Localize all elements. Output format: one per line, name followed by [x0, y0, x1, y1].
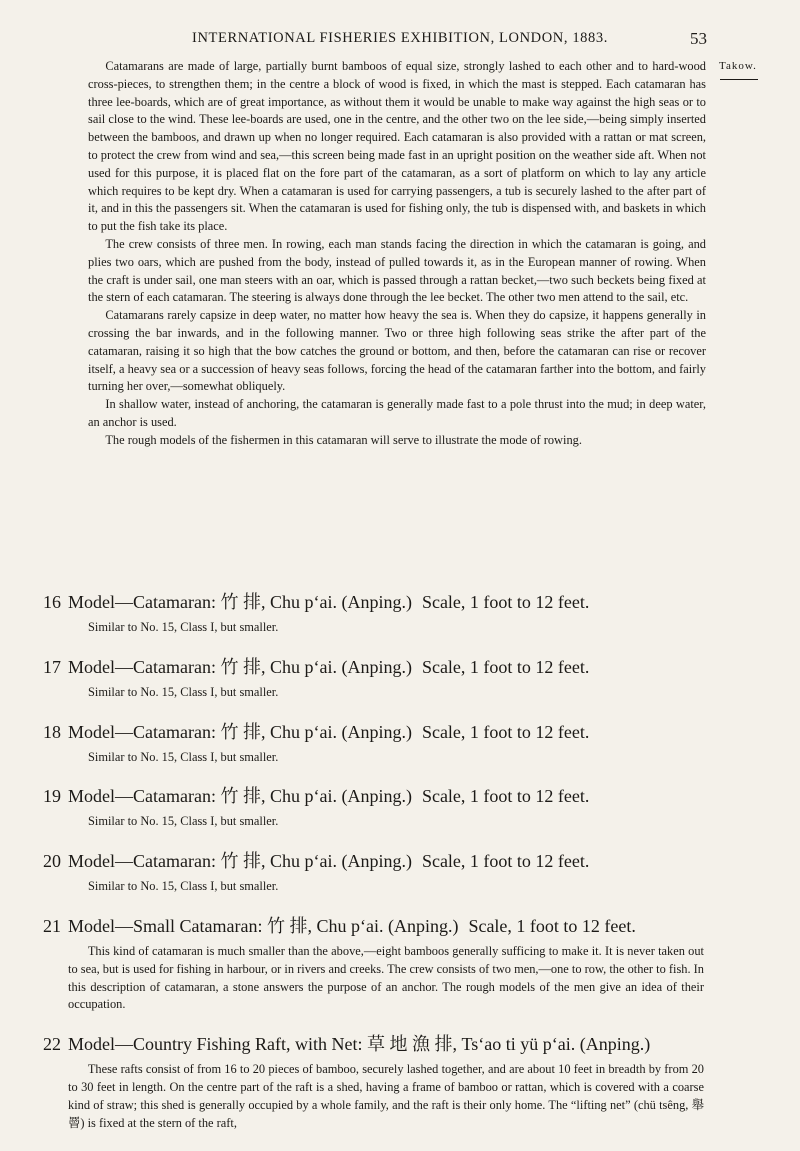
- margin-rule: [720, 79, 758, 80]
- entry-scale: Scale, 1 foot to 12 feet.: [468, 915, 636, 936]
- intro-paragraph: In shallow water, instead of anchoring, the catamaran is generally made fast to a pole thrust into the mud; in deep water, an anchor is used.: [88, 397, 706, 429]
- entry-title: Model—Catamaran: 竹 排, Chu p‘ai. (Anping.): [68, 656, 412, 677]
- entry-note: Similar to No. 15, Class I, but smaller.: [88, 620, 279, 634]
- running-title: INTERNATIONAL FISHERIES EXHIBITION, LONDON, 1883.: [192, 30, 608, 46]
- intro-text: [88, 58, 706, 450]
- intro-paragraph: The crew consists of three men. In rowing, each man stands facing the direction in which the catamaran is going, and plies two oars, which are pushed from the body, instead of pulled towards it, as in the European manner of rowing. When the craft is under sail, one man steers with an oar, which is passed through a rattan becket,—two such beckets being fixed at the stern of each catamaran. The steering is always done through the lee becket. The other two men attend to the sail, etc.: [88, 236, 706, 305]
- entry-number: 16: [43, 592, 61, 612]
- intro-paragraph: Catamarans are made of large, partially burnt bamboos of equal size, strongly lashed to each other and to hard-wood cross-pieces, to strengthen them; in the centre a block of wood is fixed, in which the mast is stepped. Each catamaran has three lee-boards, which are of great importance, as without them it would be unable to make way against the high seas or to sail close to the wind. These lee-boards are used, one in the centre, and the other two on the lee side,—being simply inserted between the bamboos, and drawn up when no longer required. Each catamaran is also provided with a rattan or mat screen, to protect the crew from wind and sea,—this screen being made fast in an upright position on the weather side aft. When not used for this purpose, it is placed flat on the fore part of the catamaran, as a sort of platform on which to lay any article which requires to be kept dry. When a catamaran is used for carrying passengers, a tub is securely lashed to the after part of it, and in this the passengers sit. When the catamaran is used for fishing only, the tub is dispensed with, and baskets in which to put the fish take its place.: [88, 59, 706, 234]
- intro-paragraph: Catamarans rarely capsize in deep water, no matter how heavy the sea is. When they do capsize, it happens generally in crossing the bar inwards, and in the following manner. Two or three high following seas strike the after part of the catamaran, raising it so high that the bow catches the ground or bottom, and then, before the catamaran can rise or recover itself, a heavy sea or a succession of heavy seas follows, forcing the head of the catamaran farther into the bottom, and fairly turning her over,—somewhat obliquely.: [88, 308, 706, 394]
- entry-note: Similar to No. 15, Class I, but smaller.: [88, 879, 279, 894]
- page-number: 53: [690, 29, 707, 48]
- entry-title: Model—Catamaran: 竹 排, Chu p‘ai. (Anping.): [68, 592, 412, 612]
- entry-number: 18: [43, 721, 61, 742]
- entry-number: 22: [43, 1034, 61, 1055]
- entry-note: Similar to No. 15, Class I, but smaller.: [88, 684, 279, 699]
- entry-title-line: [68, 1033, 800, 1055]
- entry-number: 20: [43, 851, 61, 872]
- entry-title: Model—Catamaran: 竹 排, Chu p‘ai. (Anping.): [68, 786, 412, 807]
- entry-title-line: [68, 850, 800, 872]
- entry-title: Model—Catamaran: 竹 排, Chu p‘ai. (Anping.): [68, 851, 412, 872]
- entry-description: [68, 943, 704, 1014]
- entry-title: Model—Small Catamaran: 竹 排, Chu p‘ai. (Anping.): [68, 915, 459, 936]
- entry-scale: Scale, 1 foot to 12 feet.: [421, 786, 590, 807]
- margin-note: Takow.: [719, 60, 757, 72]
- entry-title-line: [68, 721, 800, 743]
- entry-number: 19: [43, 786, 61, 807]
- entry-scale: Scale, 1 foot to 12 feet.: [421, 721, 590, 742]
- entry-description: [68, 1061, 704, 1132]
- catalogue-entry: [0, 1033, 800, 1132]
- entry-note: Similar to No. 15, Class I, but smaller.: [88, 749, 279, 764]
- entry-title-line: [68, 915, 800, 937]
- entry-note: Similar to No. 15, Class I, but smaller.: [88, 814, 279, 829]
- catalogue-entries: [0, 591, 800, 1151]
- entry-scale: Scale, 1 foot to 12 feet.: [421, 851, 590, 872]
- entry-number: 21: [43, 915, 61, 936]
- catalogue-entry: [0, 591, 800, 637]
- entry-title-line: [68, 591, 800, 613]
- intro-paragraph: The rough models of the fishermen in this catamaran will serve to illustrate the mode of rowing.: [105, 432, 582, 447]
- entry-title-line: [68, 785, 800, 807]
- entry-scale: Scale, 1 foot to 12 feet.: [421, 656, 590, 677]
- entry-number: 17: [43, 656, 61, 677]
- catalogue-entry: [0, 656, 800, 702]
- catalogue-entry: [0, 785, 800, 831]
- entry-title: Model—Catamaran: 竹 排, Chu p‘ai. (Anping.): [68, 721, 412, 742]
- entry-title: Model—Country Fishing Raft, with Net: 草 地 漁 排, Ts‘ao ti yü p‘ai. (Anping.): [68, 1034, 651, 1055]
- catalogue-entry: [0, 915, 800, 1014]
- entry-description-text: This kind of catamaran is much smaller than the above,—eight bamboos generally sufficing to make it. It is never taken out to sea, but is used for fishing in harbour, or in rivers and creeks. The crew consists of two men,—one to row, the other to fish. In this description of catamaran, a stone answers the purpose of an anchor. The rough models of the men give an idea of their occupation.: [68, 943, 704, 1012]
- entry-description-text: These rafts consist of from 16 to 20 pieces of bamboo, securely lashed together, and are about 10 feet in breadth by from 20 to 30 feet in length. On the centre part of the raft is a shed, having a frame of bamboo or rattan, which is covered with a coarse kind of straw; this shed is generally occupied by a whole family, and the raft is their only home. The “lifting net” (chü tsêng, 舉 罾) is fixed at the stern of the raft,: [68, 1062, 704, 1130]
- entry-scale: Scale, 1 foot to 12 feet.: [421, 592, 590, 612]
- entry-title-line: [68, 656, 800, 678]
- catalogue-entry: [0, 721, 800, 767]
- catalogue-entry: [0, 850, 800, 896]
